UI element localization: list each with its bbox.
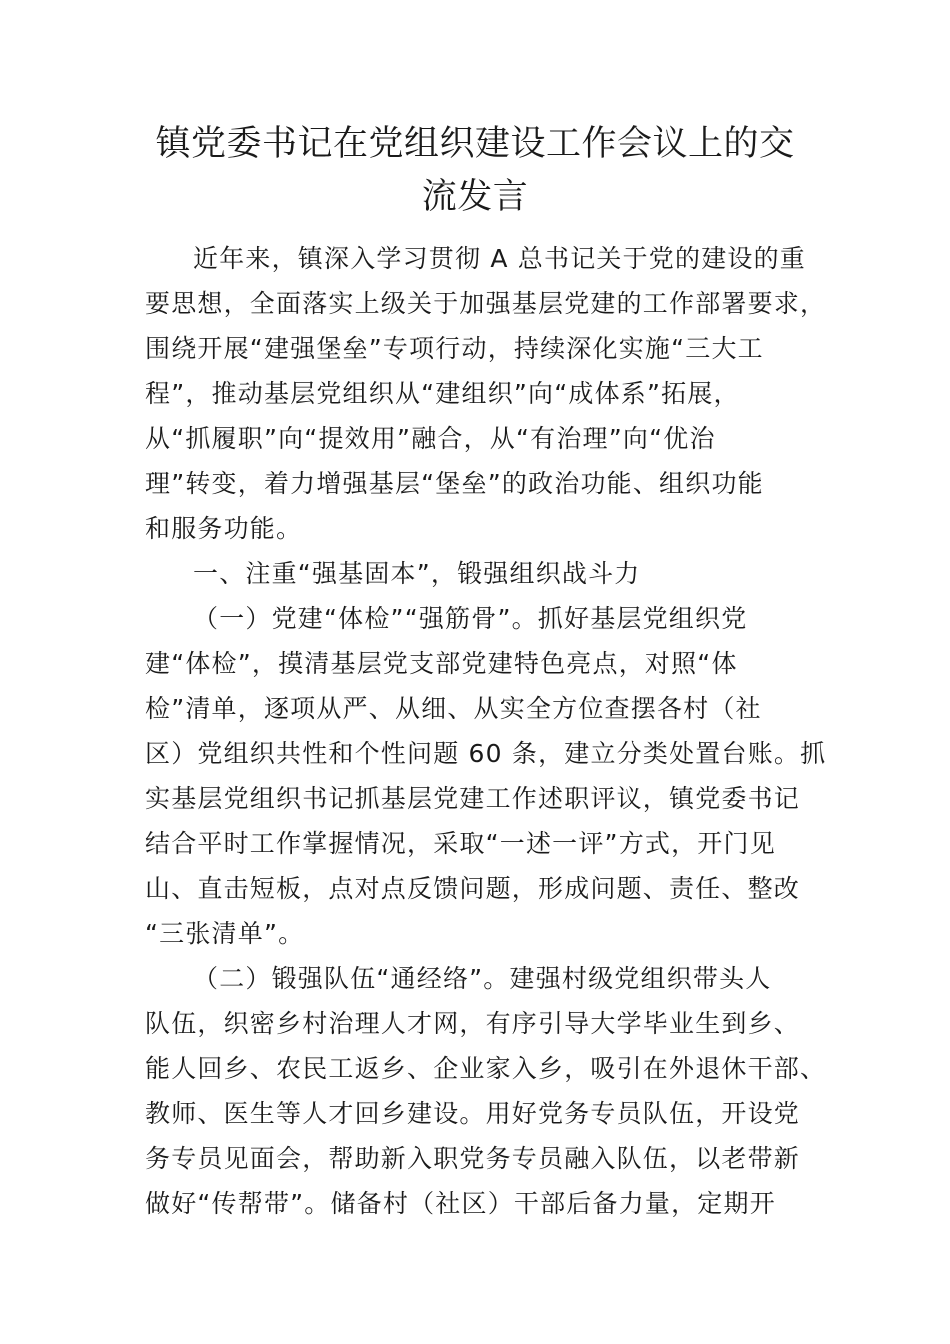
- text-line: 要思想，全面落实上级关于加强基层党建的工作部署要求，: [145, 289, 827, 318]
- text-line: 从“抓履职”向“提效用”融合，从“有治理”向“优治: [145, 424, 716, 453]
- text-line: 检”清单，逐项从严、从细、从实全方位查摆各村（社: [145, 694, 762, 723]
- text-line: （一）党建“体检”“强筋骨”。抓好基层党组织党: [193, 604, 748, 633]
- text-line: 能人回乡、农民工返乡、企业家入乡，吸引在外退休干部、: [145, 1054, 827, 1083]
- text-line: 结合平时工作掌握情况，采取“一述一评”方式，开门见: [145, 829, 776, 858]
- text-line: 队伍，织密乡村治理人才网，有序引导大学毕业生到乡、: [145, 1009, 801, 1038]
- text-line: 围绕开展“建强堡垒”专项行动，持续深化实施“三大工: [145, 334, 764, 363]
- document-body: [145, 236, 827, 1226]
- section-heading: 一、注重“强基固本”，锻强组织战斗力: [193, 559, 641, 588]
- title-line-2: 流发言: [421, 177, 529, 217]
- text-line: 教师、医生等人才回乡建设。用好党务专员队伍，开设党: [145, 1099, 801, 1128]
- text-line: 山、直击短板，点对点反馈问题，形成问题、责任、整改: [145, 874, 801, 903]
- text-line: 实基层党组织书记抓基层党建工作述职评议，镇党委书记: [145, 784, 801, 813]
- text-line: 理”转变，着力增强基层“堡垒”的政治功能、组织功能: [145, 469, 764, 498]
- text-line: （二）锻强队伍“通经络”。建强村级党组织带头人: [193, 964, 772, 993]
- document-title: [140, 118, 810, 224]
- text-line: 区）党组织共性和个性问题 60 条，建立分类处置台账。抓: [145, 739, 827, 768]
- text-line: 和服务功能。: [145, 514, 303, 543]
- text-line: 建“体检”，摸清基层党支部党建特色亮点，对照“体: [145, 649, 738, 678]
- text-line: 程”，推动基层党组织从“建组织”向“成体系”拓展，: [145, 379, 740, 408]
- title-line-1: 镇党委书记在党组织建设工作会议上的交: [155, 124, 795, 164]
- text-line: 做好“传帮带”。储备村（社区）干部后备力量，定期开: [145, 1189, 776, 1218]
- text-line: 近年来，镇深入学习贯彻 A 总书记关于党的建设的重: [193, 244, 806, 273]
- text-line: 务专员见面会，帮助新入职党务专员融入队伍，以老带新: [145, 1144, 801, 1173]
- text-line: “三张清单”。: [145, 919, 305, 948]
